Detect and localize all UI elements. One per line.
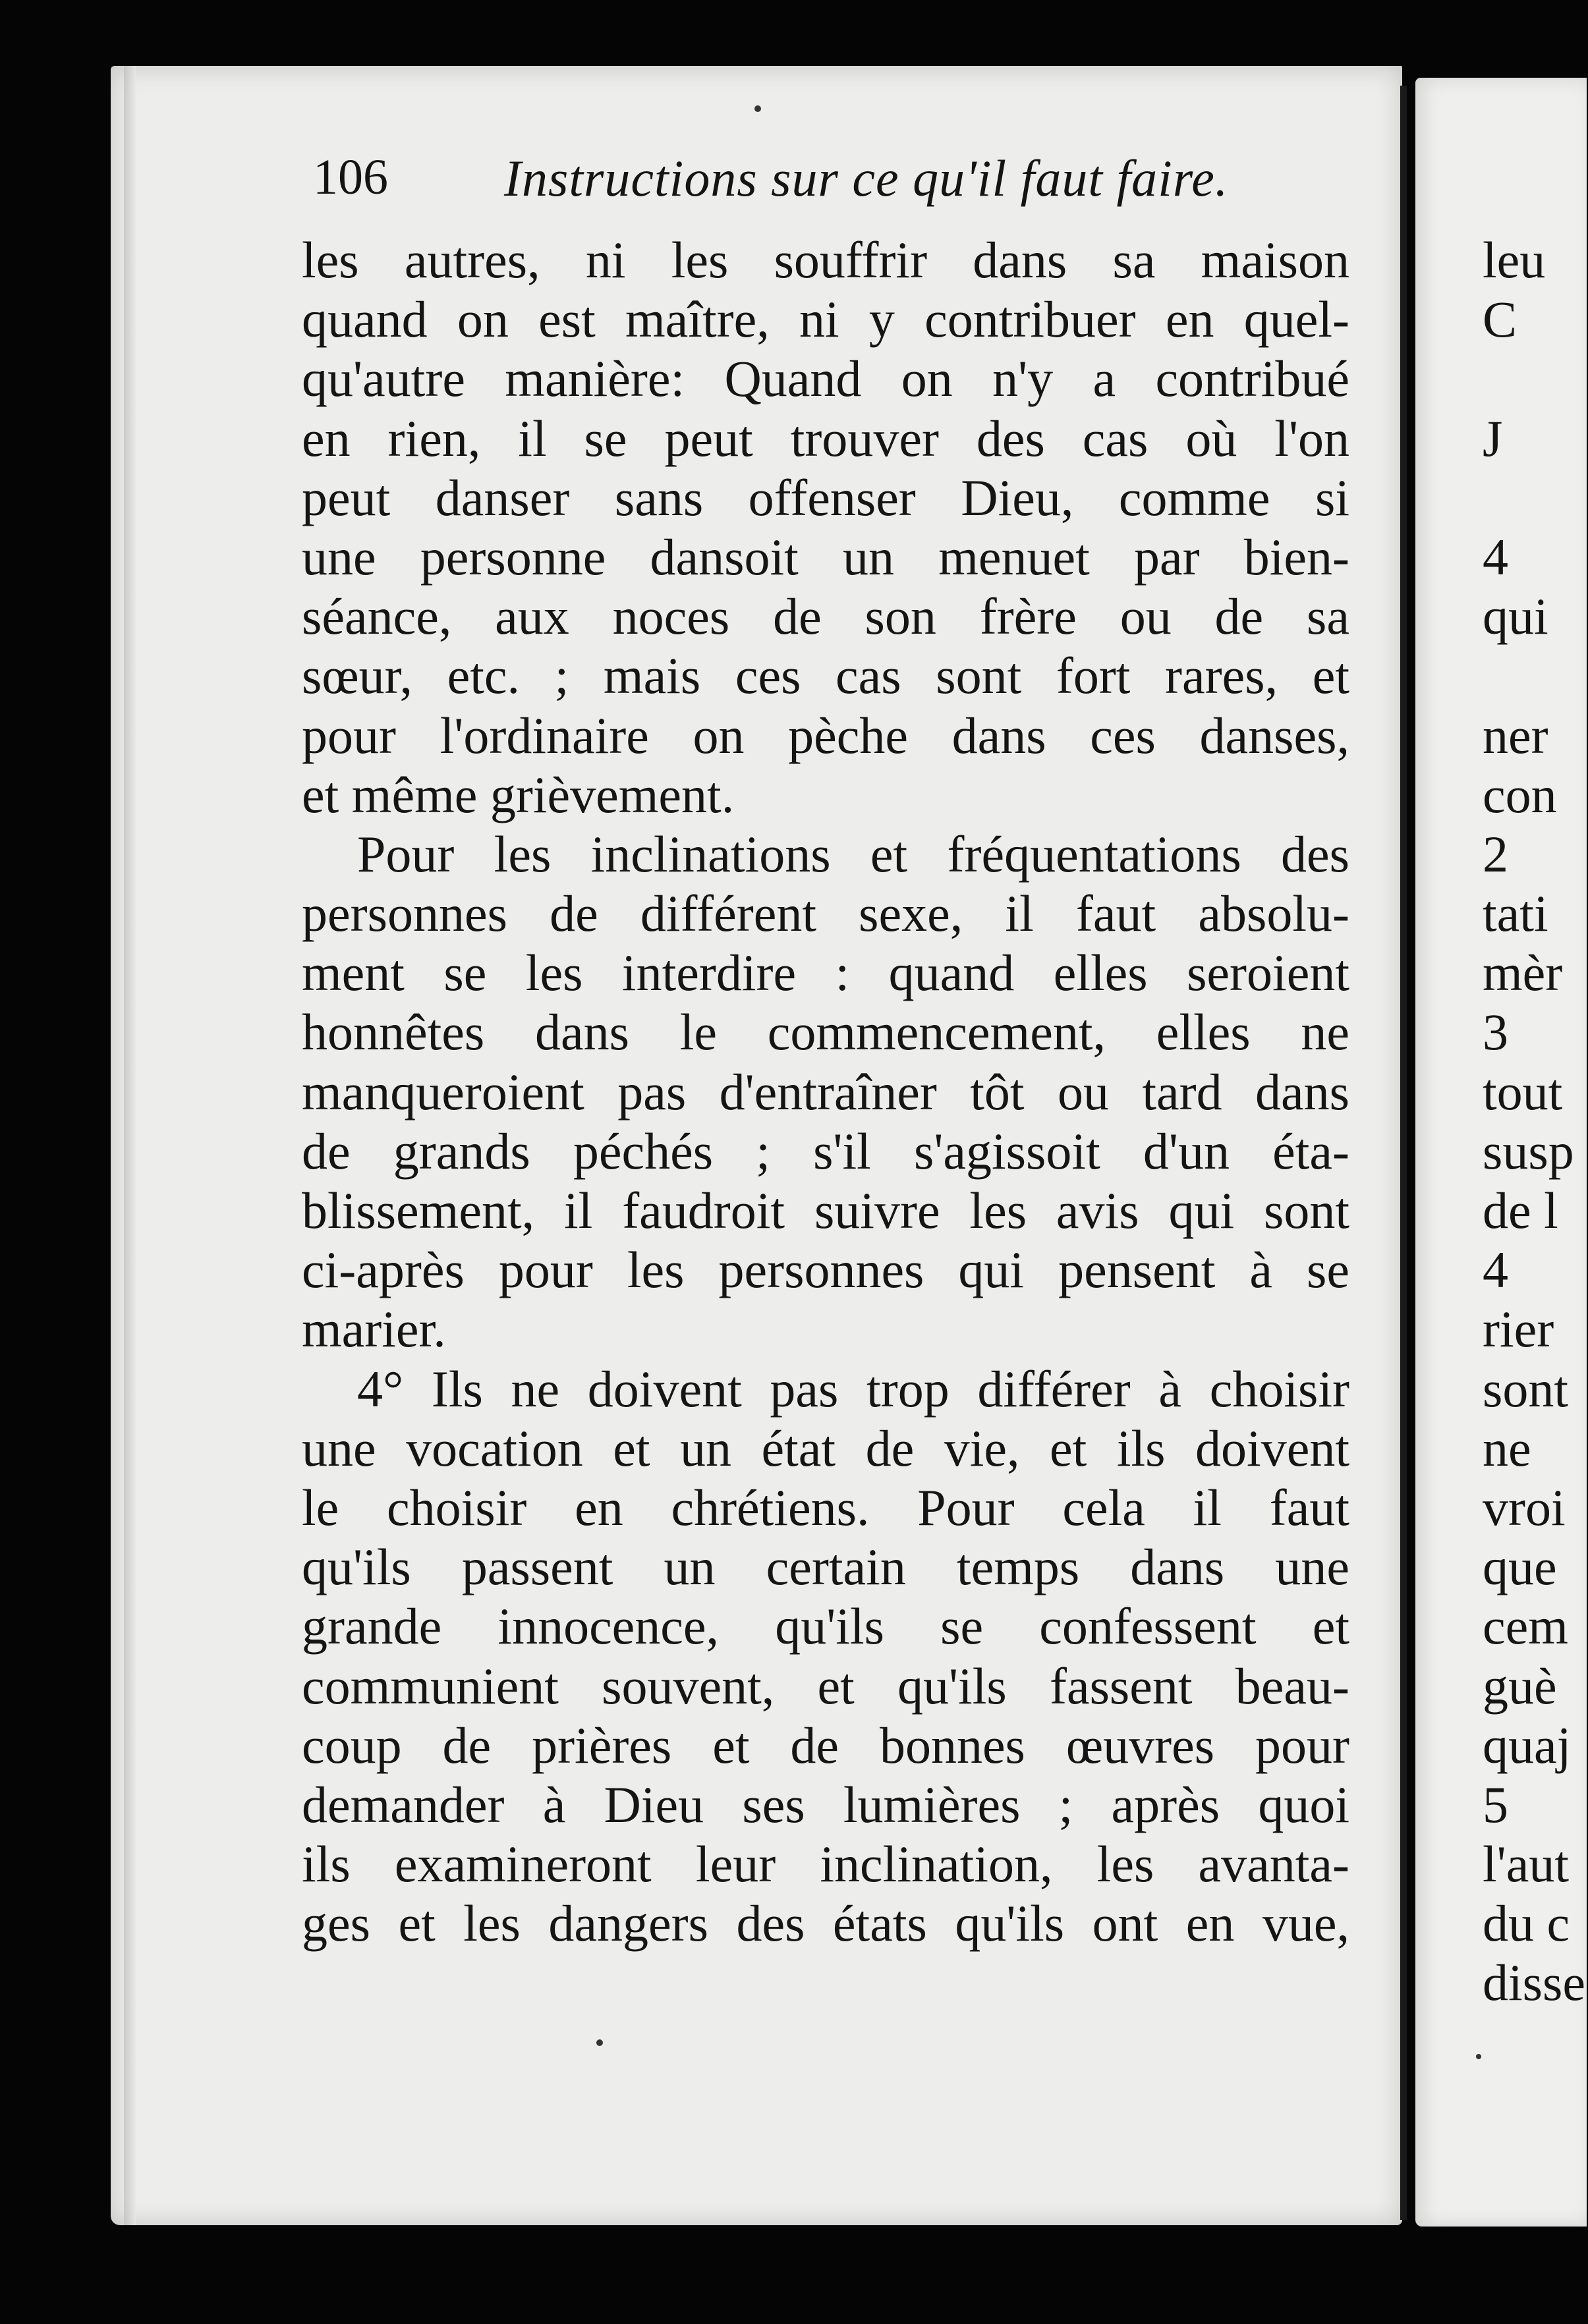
right-page-text-fragments [1483, 231, 1588, 2013]
text-line: 4° Ils ne doivent pas trop différer à choisir [357, 1360, 1349, 1418]
text-line: ci-après pour les personnes qui pensent à se [302, 1241, 1349, 1299]
fragment-line: ner [1483, 706, 1548, 764]
fragment-line [1483, 646, 1588, 706]
page-header [313, 149, 1341, 221]
ink-speck [596, 2039, 603, 2046]
text-line: une personne dansoit un menuet par bien- [302, 528, 1349, 586]
fragment-line: guè [1483, 1657, 1557, 1715]
text-line: peut danser sans offenser Dieu, comme si [302, 468, 1349, 526]
fragment-line: ne [1483, 1419, 1531, 1477]
text-line: grande innocence, qu'ils se confessent et [302, 1597, 1349, 1655]
text-line: personnes de différent sexe, il faut absolu- [302, 885, 1349, 943]
fragment-line: que [1483, 1538, 1557, 1596]
fragment-line [1483, 349, 1588, 408]
fragment-line: qui [1483, 588, 1548, 646]
text-line: marier. [302, 1300, 446, 1358]
page-number: 106 [313, 150, 388, 205]
text-line: communient souvent, et qu'ils fassent beau- [302, 1657, 1349, 1715]
fragment-line: C [1483, 290, 1517, 348]
text-line: de grands péchés ; s'il s'agissoit d'un éta- [302, 1122, 1349, 1180]
ink-speck [754, 105, 761, 112]
fragment-line: 4 [1483, 528, 1508, 586]
fragment-line: 3 [1483, 1003, 1508, 1061]
text-line: coup de prières et de bonnes œuvres pour [302, 1716, 1349, 1774]
fragment-line: l'aut [1483, 1835, 1570, 1893]
fragment-line: leu [1483, 231, 1546, 289]
page-crease [124, 66, 136, 2225]
text-line: blissement, il faudroit suivre les avis qui sont [302, 1182, 1349, 1239]
fragment-line: vroi [1483, 1478, 1566, 1536]
text-line: demander à Dieu ses lumières ; après quoi [302, 1775, 1349, 1833]
fragment-line: sont [1483, 1360, 1569, 1418]
text-line: pour l'ordinaire on pèche dans ces danses, [302, 706, 1349, 764]
fragment-line: 5 [1483, 1775, 1508, 1833]
text-line: et même grièvement. [302, 765, 735, 823]
text-line: les autres, ni les souffrir dans sa maison [302, 231, 1349, 289]
book-gutter [1400, 86, 1407, 2220]
fragment-line [1483, 468, 1588, 528]
fragment-line: du c [1483, 1895, 1570, 1952]
text-line: le choisir en chrétiens. Pour cela il faut [302, 1478, 1349, 1536]
text-line: qu'autre manière: Quand on n'y a contribué [302, 350, 1349, 408]
text-line: sœur, etc. ; mais ces cas sont fort rares, et [302, 647, 1349, 705]
fragment-line: 4 [1483, 1241, 1508, 1299]
ink-speck [1476, 2054, 1481, 2059]
fragment-line: con [1483, 765, 1557, 823]
fragment-line: J [1483, 409, 1503, 467]
running-title: Instructions sur ce qu'il faut faire. [504, 150, 1229, 207]
fragment-line: mèr [1483, 944, 1563, 1002]
text-line: en rien, il se peut trouver des cas où l'on [302, 409, 1349, 467]
text-line: Pour les inclinations et fréquentations des [357, 825, 1349, 883]
fragment-line: susp [1483, 1122, 1574, 1180]
fragment-line: de l [1483, 1182, 1558, 1239]
fragment-line: quaj [1483, 1716, 1572, 1774]
text-line: ils examineront leur inclination, les avanta- [302, 1835, 1349, 1893]
fragment-line: disse [1483, 1954, 1585, 2012]
left-page-text [302, 231, 1349, 1953]
fragment-line: tati [1483, 885, 1548, 943]
text-line: séance, aux noces de son frère ou de sa [302, 588, 1349, 646]
text-line: manqueroient pas d'entraîner tôt ou tard dans [302, 1063, 1349, 1120]
text-line: quand on est maître, ni y contribuer en quel- [302, 290, 1349, 348]
fragment-line: 2 [1483, 825, 1508, 883]
text-line: une vocation et un état de vie, et ils doivent [302, 1419, 1349, 1477]
fragment-line: cem [1483, 1597, 1568, 1655]
fragment-line: tout [1483, 1063, 1563, 1120]
text-line: qu'ils passent un certain temps dans une [302, 1538, 1349, 1596]
text-line: ges et les dangers des états qu'ils ont en vue, [302, 1895, 1349, 1952]
text-line: honnêtes dans le commencement, elles ne [302, 1003, 1349, 1061]
fragment-line: rier [1483, 1300, 1554, 1358]
text-line: ment se les interdire : quand elles seroient [302, 944, 1349, 1002]
